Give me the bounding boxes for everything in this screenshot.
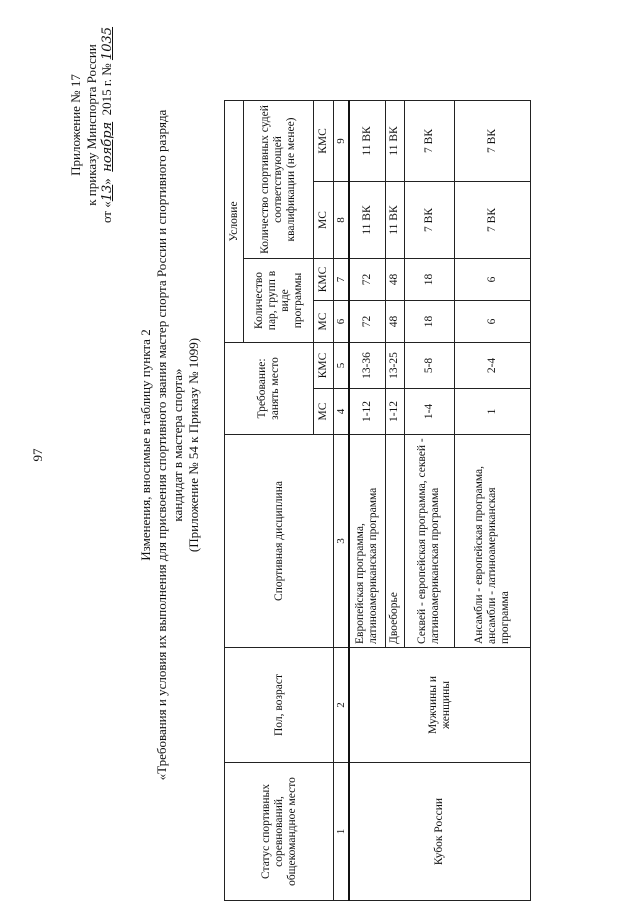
date-day: 13 — [100, 184, 115, 202]
pairs-ms-cell: 72 — [349, 300, 385, 342]
req-kms-cell: 2-4 — [454, 342, 530, 388]
judges-ms-cell: 7 ВК — [454, 181, 530, 258]
col-number: 9 — [334, 100, 350, 181]
col-number: 1 — [334, 763, 350, 901]
title-line3: кандидат в мастера спорта» — [170, 368, 185, 522]
judges-kms-cell: 11 ВК — [349, 100, 385, 181]
order-number: 1035 — [100, 26, 115, 61]
header-status: Статус спортивных соревнований, общекомандное место — [225, 763, 334, 901]
appendix-line2: к приказу Минспорта России — [83, 44, 99, 206]
date-sep: » — [99, 178, 114, 185]
header-gender-age: Пол, возраст — [225, 648, 334, 763]
pairs-kms-cell: 18 — [404, 258, 454, 300]
status-cell: Кубок России — [349, 763, 530, 901]
pairs-ms-cell: 6 — [454, 300, 530, 342]
header-req-ms: МС — [314, 389, 334, 435]
col-number: 2 — [334, 648, 350, 763]
pairs-kms-cell: 48 — [385, 258, 404, 300]
discipline-cell: Двоеборье — [385, 435, 404, 648]
appendix-line1: Приложение № 17 — [68, 74, 83, 176]
col-number: 8 — [334, 181, 350, 258]
col-number: 5 — [334, 342, 350, 388]
header-pairs-kms: КМС — [314, 258, 334, 300]
col-number: 4 — [334, 389, 350, 435]
req-ms-cell: 1-12 — [385, 389, 404, 435]
pairs-kms-cell: 72 — [349, 258, 385, 300]
title-line2: «Требования и условия их выполнения для присвоения спортивного звания мастер спорта России и спортивного разряда — [154, 109, 169, 781]
header-judges: Количество спортивных судей соответствующей квалификации (не менее) — [244, 100, 314, 258]
header-judges-kms: КМС — [314, 100, 334, 181]
appendix-block — [68, 5, 116, 245]
discipline-cell: Секвей - европейская программа, секвей - латиноамериканская программа — [404, 435, 454, 648]
title-line4: (Приложение № 54 к Приказу № 1099) — [186, 337, 201, 553]
judges-ms-cell: 11 ВК — [349, 181, 385, 258]
judges-ms-cell: 7 ВК — [404, 181, 454, 258]
req-ms-cell: 1-4 — [404, 389, 454, 435]
req-kms-cell: 13-25 — [385, 342, 404, 388]
header-req-kms: КМС — [314, 342, 334, 388]
col-number: 6 — [334, 300, 350, 342]
header-judges-ms: МС — [314, 181, 334, 258]
header-requirement: Требование: занять место — [225, 342, 314, 434]
header-condition: Условие — [225, 100, 244, 342]
title-line1: Изменения, вносимые в таблицу пункта 2 — [138, 329, 153, 561]
pairs-kms-cell: 6 — [454, 258, 530, 300]
judges-kms-cell: 7 ВК — [404, 100, 454, 181]
req-kms-cell: 5-8 — [404, 342, 454, 388]
date-prefix: от « — [99, 201, 114, 224]
page-number: 97 — [30, 448, 45, 462]
gender-cell: Мужчины и женщины — [349, 648, 530, 763]
col-number: 3 — [334, 435, 350, 648]
requirements-table — [224, 100, 531, 901]
column-numbers-row — [334, 100, 350, 900]
col-number: 7 — [334, 258, 350, 300]
req-kms-cell: 13-36 — [349, 342, 385, 388]
judges-ms-cell: 11 ВК — [385, 181, 404, 258]
table-row — [349, 100, 385, 900]
date-year: 2015 г. № — [99, 63, 114, 116]
header-pairs-ms: МС — [314, 300, 334, 342]
judges-kms-cell: 7 ВК — [454, 100, 530, 181]
discipline-cell: Европейская программа, латиноамериканская программа — [349, 435, 385, 648]
discipline-cell: Ансамбли - европейская программа, ансамбли - латиноамериканская программа — [454, 435, 530, 648]
document-title — [138, 45, 202, 845]
pairs-ms-cell: 48 — [385, 300, 404, 342]
date-month: ноября — [100, 121, 115, 172]
header-pairs: Количество пар, групп в виде программы — [244, 258, 314, 342]
req-ms-cell: 1 — [454, 389, 530, 435]
appendix-date-line — [99, 5, 116, 245]
req-ms-cell: 1-12 — [349, 389, 385, 435]
judges-kms-cell: 11 ВК — [385, 100, 404, 181]
pairs-ms-cell: 18 — [404, 300, 454, 342]
header-discipline: Спортивная дисциплина — [225, 435, 334, 648]
